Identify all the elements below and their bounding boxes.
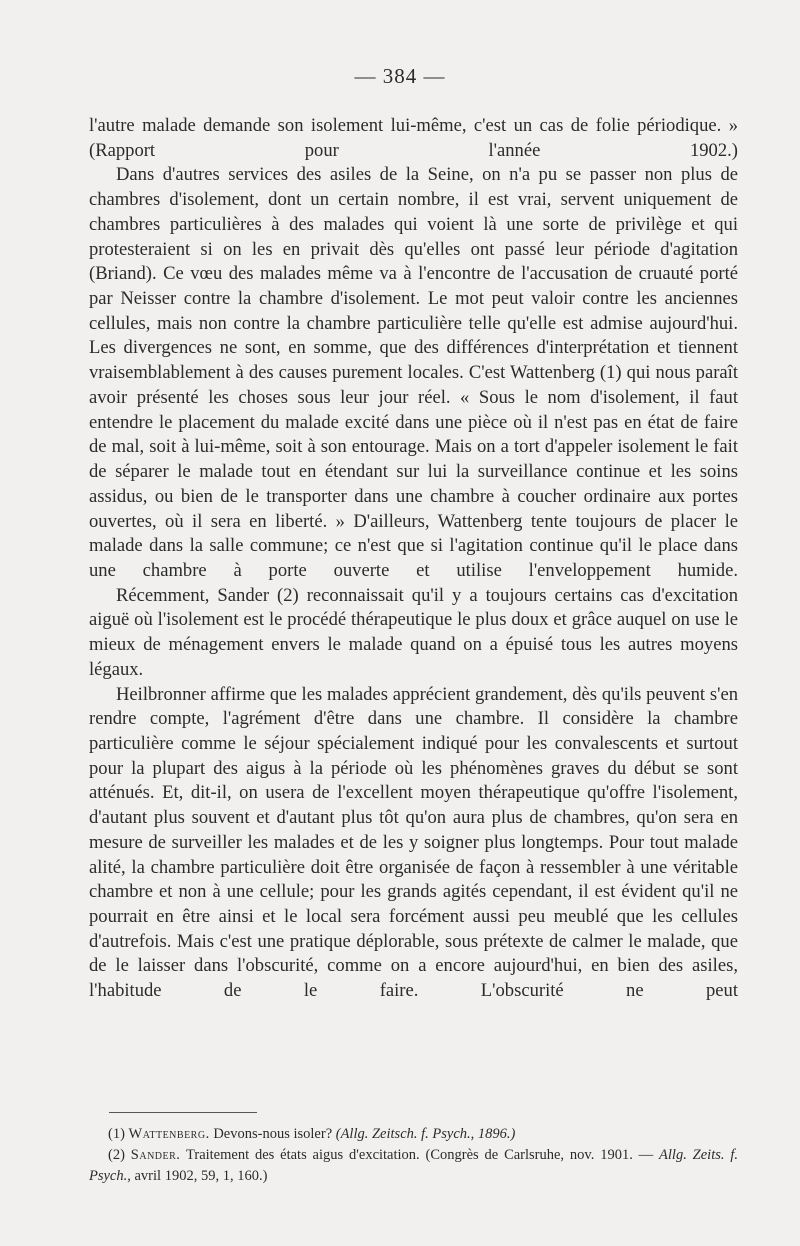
paragraph-sander: Récemment, Sander (2) reconnaissait qu'il y a toujours certains cas d'excitation aiguë où l'isolement est le procédé thérapeutique le plus doux et grâce auquel on use le mieux de ménagement envers le malade quand on a épuisé tous les autres moyens légaux. [89, 584, 738, 680]
footnote-title: Traitement des états aigus d'excitation. (Congrès de Carlsruhe, nov. 1901. — [186, 1147, 654, 1163]
paragraph-isolation-chambers: Dans d'autres services des asiles de la Seine, on n'a pu se passer non plus de chambres d'isolement, dont un certain nombre, il est vrai, servent uniquement de chambres particulières à des malades qui voient là une sorte de privilège et qui protesteraient si on les en privait dès qu'elles ont passé leur période d'agitation (Briand). Ce vœu des malades même va à l'encontre de l'accusation de cruauté porté par Neisser contre la chambre d'isolement. Le mot peut valoir contre les anciennes cellules, mais non contre la chambre particulière telle qu'elle est admise aujourd'hui. Les divergences ne sont, en somme, que des différences d'interprétation et tiennent vraisemblablement à des causes purement locales. C'est Wattenberg (1) qui nous paraît avoir présenté les choses sous leur jour réel. « Sous le nom d'isolement, il faut entendre le placement du malade excité dans une pièce où il n'est pas en état de faire de mal, soit à lui-même, soit à son entourage. Mais on a tort d'appeler isolement le fait de séparer le malade tout en étendant sur lui la surveillance continue et les soins assidus, ou bien de le transporter dans une chambre à coucher ordinaire aux portes ouvertes, où il sera en liberté. » D'ailleurs, Wattenberg tente toujours de placer le malade dans la salle commune; ce n'est que si l'agitation continue qu'il le place dans une chambre à porte ouverte et utilise l'enveloppement humide. [89, 164, 738, 581]
footnote-source: Allg. Zeits. f. Psych. [89, 1147, 738, 1184]
footnote-divider [109, 1112, 257, 1113]
paragraph-heilbronner: Heilbronner affirme que les malades apprécient grandement, dès qu'ils peuvent s'en rendre compte, l'agrément d'être dans une chambre. Il considère la chambre particulière comme le séjour spécialement indiqué pour les convalescents et surtout pour la plupart des aigus à la période où les phénomènes graves du début se sont atténués. Et, dit-il, on usera de l'excellent moyen thérapeutique qu'offre l'isolement, d'autant plus souvent et d'autant plus tôt qu'on aura plus de chambres, qu'on sera en mesure de surveiller les malades et de les y soigner plus longtemps. Pour tout malade alité, la chambre particulière doit être organisée de façon à ressembler à une véritable chambre et non à une cellule; pour les grands agités cependant, il est évident qu'il ne pourrait en être ainsi et le local sera forcément aussi peu meublé que les cellules d'autrefois. Mais c'est une pratique déplorable, sous prétexte de calmer le malade, que de le laisser dans l'obscurité, comme on a encore aujourd'hui, en bien des asiles, l'habitude de le faire. L'obscurité ne peut [89, 683, 738, 1002]
page-number: — 384 — [354, 64, 446, 88]
footnote-1 [89, 1124, 738, 1145]
body-text [89, 114, 738, 1004]
footnote-title: Devons-nous isoler? [213, 1126, 333, 1142]
paragraph-continuation: l'autre malade demande son isolement lui-même, c'est un cas de folie périodique. » (Rapport pour l'année 1902.) [89, 115, 738, 161]
footnote-2 [89, 1145, 738, 1187]
footnote-author: Sander. [130, 1147, 181, 1163]
footnote-marker: (2) [108, 1147, 125, 1163]
footnote-source: (Allg. Zeitsch. f. Psych., 1896.) [335, 1126, 516, 1142]
footnote-marker: (1) [108, 1126, 125, 1142]
footnotes [89, 1124, 738, 1187]
footnote-tail: , avril 1902, 59, 1, 160.) [127, 1168, 268, 1184]
footnote-author: Wattenberg. [128, 1126, 210, 1142]
